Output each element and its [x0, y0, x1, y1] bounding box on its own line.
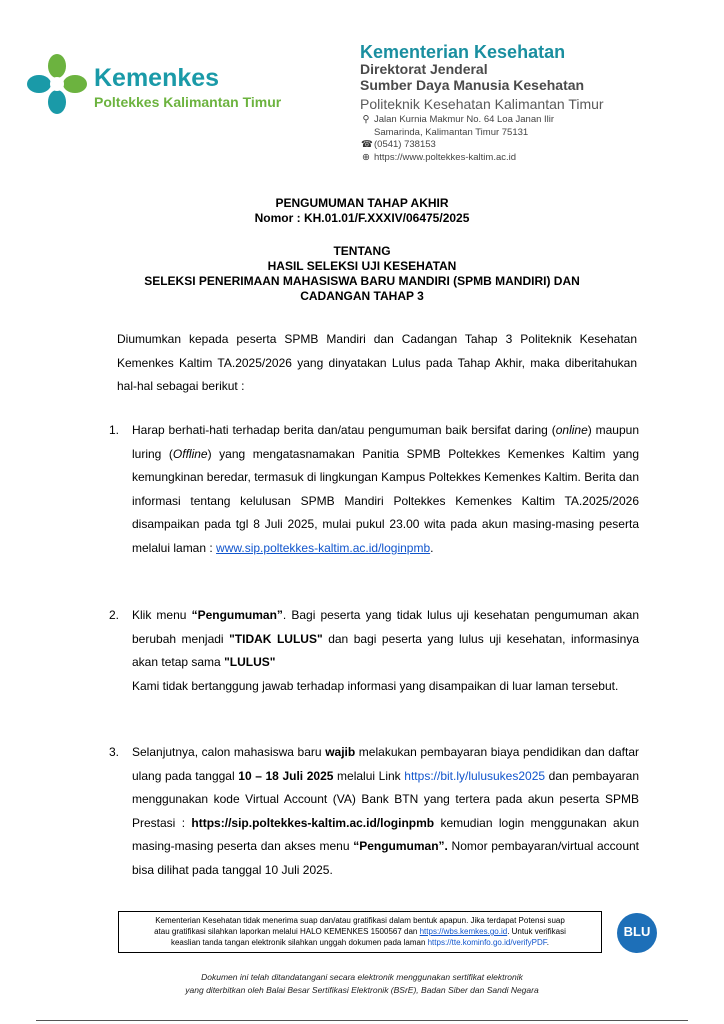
header-institution: Politeknik Kesehatan Kalimantan Timur	[360, 96, 604, 112]
blu-logo-icon: BLU	[617, 913, 657, 953]
item1-text: .	[430, 540, 434, 555]
signature-note-2: yang diterbitkan oleh Balai Besar Sertifikasi Elektronik (BSrE), Badan Siber dan Sandi Negara	[185, 985, 539, 995]
logo-subtitle: Poltekkes Kalimantan Timur	[94, 94, 282, 110]
footer-line: keaslian tanda tangan elektronik silahkan unggah dokumen pada laman	[170, 938, 428, 947]
item2-bold: "LULUS"	[224, 655, 276, 670]
intro-paragraph: Diumumkan kepada peserta SPMB Mandiri dan Cadangan Tahap 3 Politeknik Kesehatan Kemenkes Kaltim TA.2025/2026 yang dinyatakan Lulus pada Tahap Akhir, maka diberitahukan hal-hal sebagai berikut :	[117, 332, 637, 394]
footer-notice-box	[118, 911, 602, 953]
header-ministry: Kementerian Kesehatan	[360, 42, 566, 62]
item1-italic: Offline	[172, 446, 208, 461]
payment-link[interactable]: https://bit.ly/lulusukes2025	[404, 768, 546, 783]
header-address-1: Jalan Kurnia Makmur No. 64 Loa Janan Ilir	[374, 114, 555, 125]
verify-pdf-link[interactable]: https://tte.kominfo.go.id/verifyPDF	[427, 938, 547, 947]
item2-bold: “Pengumuman”	[191, 608, 283, 622]
doc-title: PENGUMUMAN TAHAP AKHIR	[275, 196, 449, 210]
bottom-divider	[36, 1020, 688, 1021]
doc-number: Nomor : KH.01.01/F.XXXIV/06475/2025	[254, 211, 470, 225]
globe-icon: ⊕	[362, 152, 370, 163]
item3-text: melalui Link	[333, 768, 405, 783]
list-item	[109, 604, 639, 698]
item3-bold: 10 – 18 Juli 2025	[238, 768, 334, 783]
location-icon: ⚲	[362, 114, 370, 125]
item3-text: dan pembayaran menggunakan kode Virtual Account (VA) Bank BTN yang tertera pada akun peserta SPMB Prestasi :	[132, 768, 639, 830]
item-number: 3.	[109, 745, 120, 759]
item1-text: Harap berhati-hati terhadap berita dan/atau pengumuman baik bersifat daring (	[132, 423, 556, 437]
item3-text: Selanjutnya, calon mahasiswa baru	[132, 745, 326, 759]
footer-line: .	[546, 938, 550, 947]
list-item	[109, 741, 639, 883]
header-sdm: Sumber Daya Manusia Kesehatan	[360, 77, 585, 93]
logo-brand: Kemenkes	[94, 64, 220, 92]
doc-tentang: TENTANG	[333, 244, 391, 258]
kemenkes-logo-icon	[26, 53, 88, 115]
doc-subject-2: SELEKSI PENERIMAAN MAHASISWA BARU MANDIRI (SPMB MANDIRI) DAN	[144, 274, 580, 288]
header-website[interactable]: https://www.poltekkes-kaltim.ac.id	[374, 152, 517, 163]
item3-bold-link[interactable]: https://sip.poltekkes-kaltim.ac.id/loginpmb	[191, 815, 435, 830]
item1-text: ) yang mengatasnamakan Panitia SPMB Poltekkes Kemenkes Kaltim yang kemungkinan beredar, termasuk di lingkungan Kampus Poltekkes Kemenkes Kaltim. Berita dan informasi tentang kelulusan SPMB Mandiri Poltekkes Kemenkes Kaltim TA.2025/2026 disampaikan pada tgl 8 Juli 2025, mulai pukul 23.00 wita pada akun masing-masing peserta melalui laman :	[132, 446, 639, 555]
header-address-2: Samarinda, Kalimantan Timur 75131	[374, 127, 529, 138]
item1-text: ) maupun luring (	[132, 423, 639, 461]
footer-line: atau gratifikasi silahkan laporkan melalui HALO KEMENKES 1500567 dan	[154, 927, 420, 936]
item2-bold: "TIDAK LULUS"	[229, 631, 323, 646]
doc-subject-1: HASIL SELEKSI UJI KESEHATAN	[267, 259, 457, 273]
footer-line: Kementerian Kesehatan tidak menerima suap dan/atau gratifikasi dalam bentuk apapun. Jika terdapat Potensi suap	[155, 916, 565, 925]
item3-bold: “Pengumuman”.	[353, 839, 448, 854]
signature-note-1: Dokumen ini telah ditandatangani secara elektronik menggunakan sertifikat elektronik	[201, 972, 523, 982]
item-number: 2.	[109, 608, 120, 622]
item2-text: . Bagi peserta yang tidak lulus uji kesehatan pengumuman akan berubah menjadi	[132, 608, 640, 646]
item3-text: Nomor pembayaran/virtual account bisa dilihat pada tanggal 10 Juli 2025.	[132, 839, 640, 877]
footer-line: . Untuk verifikasi	[507, 927, 566, 936]
wbs-link[interactable]: https://wbs.kemkes.go.id	[419, 927, 508, 936]
list-item	[109, 419, 639, 561]
loginpmb-link[interactable]: www.sip.poltekkes-kaltim.ac.id/loginpmb	[216, 540, 431, 555]
item2-text: dan bagi peserta yang lulus uji kesehatan, informasinya akan tetap sama	[132, 631, 640, 670]
phone-icon: ☎	[361, 139, 373, 150]
item2-disclaimer: Kami tidak bertanggung jawab terhadap informasi yang disampaikan di luar laman tersebut.	[132, 678, 619, 693]
item-number: 1.	[109, 423, 120, 437]
header-directorate: Direktorat Jenderal	[360, 61, 488, 77]
item3-bold: wajib	[325, 745, 356, 759]
doc-subject-3: CADANGAN TAHAP 3	[300, 289, 424, 303]
item3-text: kemudian login menggunakan akun masing-masing peserta dan akses menu	[132, 815, 639, 854]
item3-text: melakukan pembayaran biaya pendidikan dan daftar ulang pada tanggal	[132, 745, 639, 783]
header-phone: (0541) 738153	[374, 139, 436, 150]
item1-italic: online	[555, 423, 588, 437]
item2-text: Klik menu	[132, 608, 192, 622]
